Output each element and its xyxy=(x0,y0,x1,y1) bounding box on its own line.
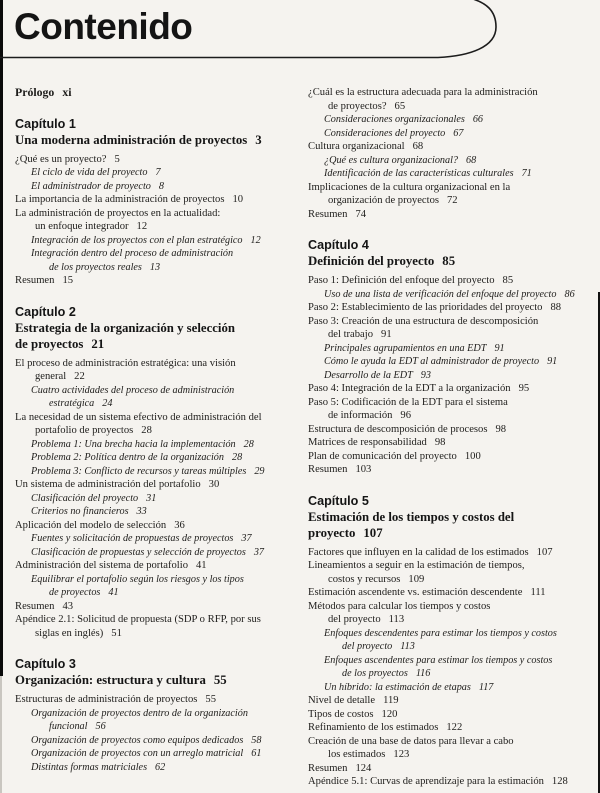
toc-entry-line: Refinamiento de los estimados 122 xyxy=(308,722,463,733)
toc-entry-line: estratégica 24 xyxy=(49,398,113,409)
page-number: 117 xyxy=(478,681,494,693)
toc-entry xyxy=(308,382,600,396)
toc-entry-line: Clasificación del proyecto 31 xyxy=(31,492,157,504)
toc-entry-line: Consideraciones del proyecto 67 xyxy=(324,127,464,139)
toc-entry-line: Nivel de detalle 119 xyxy=(308,695,399,706)
toc-entry-line: Implicaciones de la cultura organizacional en la xyxy=(308,181,511,193)
toc-entry xyxy=(308,167,600,181)
toc-entry-line: Un híbrido: la estimación de etapas 117 xyxy=(324,681,494,693)
scan-edge-left xyxy=(0,0,3,676)
toc-entry xyxy=(15,505,298,519)
page-number: 24 xyxy=(102,398,113,409)
chapter-title: Una moderna administración de proyectos 3 xyxy=(15,132,262,147)
toc-entry-line: Resumen 74 xyxy=(308,208,367,220)
toc-entry xyxy=(15,478,298,492)
toc-entry-line: Enfoques ascendentes para estimar los tiempos y costos xyxy=(324,654,553,666)
toc-entry xyxy=(15,384,298,411)
toc-entry xyxy=(15,747,298,761)
chapter-heading xyxy=(15,116,298,148)
page-number: 91 xyxy=(547,356,558,367)
page-number: 58 xyxy=(251,734,262,746)
page-number: 56 xyxy=(95,721,106,732)
toc-entry xyxy=(15,180,298,194)
page-number: 28 xyxy=(231,452,243,463)
toc-entry xyxy=(308,586,600,600)
toc-entry-line: Matrices de responsabilidad 98 xyxy=(308,437,446,448)
page-number: 37 xyxy=(241,533,252,544)
page-number: 30 xyxy=(208,479,220,490)
toc-entry-line: Problema 1: Una brecha hacia la implementación 28 xyxy=(31,438,254,450)
chapter-heading xyxy=(15,304,298,352)
page-number: 113 xyxy=(388,614,405,625)
toc-entry-line: Aplicación del modelo de selección 36 xyxy=(15,519,185,531)
page-number: 41 xyxy=(196,560,207,571)
prologue-entry xyxy=(15,86,298,100)
toc-entry xyxy=(308,546,600,560)
toc-entry-line: Apéndice 2.1: Solicitud de propuesta (SDP o RFP, por sus xyxy=(15,614,261,625)
toc-columns xyxy=(15,86,600,789)
page-number: 65 xyxy=(394,100,406,112)
toc-entry-line: de proyectos 41 xyxy=(49,587,119,598)
toc-entry xyxy=(308,436,600,450)
toc-entry-line: Problema 3: Conflicto de recursos y tareas múltiples 29 xyxy=(31,465,265,477)
page-number: 10 xyxy=(232,194,244,205)
page-number: 96 xyxy=(400,410,412,421)
page-number: 123 xyxy=(393,749,410,760)
toc-entry xyxy=(308,315,600,342)
chapter-title: Organización: estructura y cultura 55 xyxy=(15,673,227,687)
toc-entry-line: del proyecto 113 xyxy=(328,614,405,625)
toc-column-left xyxy=(15,86,298,789)
toc-entry xyxy=(308,154,600,168)
toc-entry-line: Paso 1: Definición del enfoque del proyecto 85 xyxy=(308,275,514,286)
toc-entry-line: siglas en inglés) 51 xyxy=(35,627,122,639)
toc-entry-line: Resumen 124 xyxy=(308,762,372,774)
toc-entry xyxy=(15,274,298,288)
toc-entry-line: El ciclo de vida del proyecto 7 xyxy=(31,167,161,178)
toc-entry xyxy=(15,234,298,248)
toc-entry xyxy=(15,438,298,452)
page-number: 109 xyxy=(408,573,425,585)
toc-entry-line: Integración de los proyectos con el plan estratégico 12 xyxy=(31,234,261,246)
page-number: 95 xyxy=(518,383,530,394)
page-number: 51 xyxy=(111,627,122,639)
toc-entry-line: Factores que influyen en la calidad de los estimados 107 xyxy=(308,546,553,558)
toc-entry-line: Distintas formas matriciales 62 xyxy=(31,761,166,773)
toc-entry xyxy=(15,532,298,546)
toc-entry-line: La importancia de la administración de proyectos 10 xyxy=(15,194,244,205)
toc-entry-line: Tipos de costos 120 xyxy=(308,708,398,720)
page-number: 116 xyxy=(415,668,431,679)
toc-entry-line: Paso 5: Codificación de la EDT para el sistema xyxy=(308,396,508,408)
toc-entry-line: La administración de proyectos en la actualidad: xyxy=(15,207,221,219)
page-number: 91 xyxy=(494,342,505,354)
toc-entry-line: Organización de proyectos como equipos dedicados 58 xyxy=(31,734,262,746)
page-number: 98 xyxy=(495,423,507,435)
toc-entry-line: El administrador de proyecto 8 xyxy=(31,180,164,192)
page-number: 68 xyxy=(412,141,424,152)
toc-entry-line: Estructuras de administración de proyectos 55 xyxy=(15,694,216,705)
page-number: 13 xyxy=(149,261,161,273)
toc-entry-line: Apéndice 5.1: Curvas de aprendizaje para la estimación 128 xyxy=(308,776,568,787)
chapter-number: Capítulo 4 xyxy=(308,238,369,252)
chapter-number: Capítulo 2 xyxy=(15,304,76,319)
page-number: 100 xyxy=(464,450,481,462)
page-number: 72 xyxy=(447,195,458,206)
toc-entry xyxy=(308,127,600,141)
chapter-number: Capítulo 1 xyxy=(15,116,76,131)
toc-entry-line: Principales agrupamientos en una EDT 91 xyxy=(324,342,505,354)
page-number: 98 xyxy=(434,437,446,448)
page-number: 71 xyxy=(521,168,532,179)
toc-entry xyxy=(15,411,298,438)
page-number: 7 xyxy=(155,167,161,178)
toc-entry xyxy=(308,721,600,735)
chapter-heading xyxy=(308,493,600,541)
toc-entry-line: Creación de una base de datos para llevar a cabo xyxy=(308,735,514,747)
toc-entry-line: Lineamientos a seguir en la estimación de tiempos, xyxy=(308,560,525,571)
toc-entry-line: Un sistema de administración del portafolio 30 xyxy=(15,479,220,490)
toc-entry xyxy=(308,355,600,369)
toc-entry-line: Resumen 103 xyxy=(308,464,372,475)
page-number: 12 xyxy=(250,234,261,246)
toc-entry xyxy=(308,369,600,383)
toc-entry xyxy=(15,357,298,384)
toc-entry-line: Organización de proyectos con un arreglo matricial 61 xyxy=(31,748,262,759)
page-number: 5 xyxy=(114,153,120,165)
toc-entry xyxy=(15,207,298,234)
toc-entry-line: funcional 56 xyxy=(49,721,106,732)
toc-entry xyxy=(308,559,600,586)
page-number: 86 xyxy=(564,288,575,300)
toc-entry-line: Cultura organizacional 68 xyxy=(308,141,424,152)
toc-entry-line: del trabajo 91 xyxy=(328,329,392,340)
page-title: Contenido xyxy=(14,6,193,47)
chapter-heading xyxy=(15,656,298,688)
toc-entry-line: un enfoque integrador 12 xyxy=(35,221,148,232)
page-number: 113 xyxy=(400,641,415,652)
toc-entry xyxy=(308,274,600,288)
toc-entry-line: portafolio de proyectos 28 xyxy=(35,425,152,436)
toc-entry xyxy=(308,450,600,464)
toc-entry xyxy=(308,113,600,127)
toc-entry xyxy=(15,573,298,600)
toc-entry-line: Clasificación de propuestas y selección de proyectos 37 xyxy=(31,546,265,558)
toc-entry xyxy=(308,735,600,762)
scan-edge-left-fade xyxy=(0,676,2,793)
toc-entry xyxy=(15,693,298,707)
page-number: 85 xyxy=(442,254,456,268)
chapter-heading xyxy=(308,237,600,269)
page-number: 67 xyxy=(453,127,464,139)
toc-entry-line: La necesidad de un sistema efectivo de administración del xyxy=(15,411,262,423)
page-number: 107 xyxy=(536,546,553,558)
toc-entry-line: Plan de comunicación del proyecto 100 xyxy=(308,450,481,462)
chapter-title: de proyectos 21 xyxy=(15,336,105,351)
toc-entry xyxy=(15,613,298,640)
page-number: 28 xyxy=(141,425,152,436)
toc-entry xyxy=(308,208,600,222)
toc-entry xyxy=(15,519,298,533)
page-number: 119 xyxy=(383,695,399,706)
toc-entry xyxy=(308,301,600,315)
page-number: 68 xyxy=(466,154,477,166)
page-number: 22 xyxy=(74,371,85,382)
toc-entry xyxy=(308,342,600,356)
toc-entry-line: Métodos para calcular los tiempos y costos xyxy=(308,600,491,612)
page-number: 55 xyxy=(205,694,216,705)
toc-entry-line: Desarrollo de la EDT 93 xyxy=(324,369,431,381)
page-number: xi xyxy=(62,85,72,99)
toc-entry-line: Enfoques descendentes para estimar los tiempos y costos xyxy=(324,627,557,639)
toc-entry xyxy=(15,153,298,167)
chapter-number: Capítulo 5 xyxy=(308,493,369,508)
toc-entry xyxy=(15,451,298,465)
page-number: 36 xyxy=(174,519,185,531)
toc-entry xyxy=(15,193,298,207)
chapter-title: proyecto 107 xyxy=(308,525,383,540)
toc-entry-line: general 22 xyxy=(35,371,85,382)
page-number: 122 xyxy=(446,722,463,733)
page-number: 91 xyxy=(381,329,392,340)
chapter-title: Definición del proyecto 85 xyxy=(308,254,456,268)
toc-entry-line: Paso 3: Creación de una estructura de descomposición xyxy=(308,315,539,327)
toc-entry xyxy=(308,140,600,154)
page-number: 107 xyxy=(363,525,383,540)
page-number: 103 xyxy=(355,464,372,475)
chapter-number: Capítulo 3 xyxy=(15,657,76,671)
toc-entry-line: organización de proyectos 72 xyxy=(328,195,458,206)
page-number: 124 xyxy=(355,762,372,774)
toc-entry xyxy=(15,465,298,479)
page-number: 15 xyxy=(62,275,74,286)
toc-column-right xyxy=(308,86,600,789)
toc-entry-line: Problema 2: Política dentro de la organización 28 xyxy=(31,452,243,463)
toc-entry xyxy=(15,546,298,560)
page-number: 61 xyxy=(251,748,262,759)
toc-entry xyxy=(15,166,298,180)
page-number: 12 xyxy=(136,221,148,232)
page-number: 93 xyxy=(420,369,431,381)
toc-entry xyxy=(15,761,298,775)
page-number: 55 xyxy=(213,673,227,687)
toc-entry xyxy=(308,627,600,654)
toc-entry-line: Consideraciones organizacionales 66 xyxy=(324,114,484,125)
toc-entry xyxy=(308,600,600,627)
toc-entry-line: Estructura de descomposición de procesos 98 xyxy=(308,423,507,435)
toc-entry xyxy=(308,681,600,695)
page-number: 41 xyxy=(108,587,119,598)
page-number: 28 xyxy=(243,438,254,450)
toc-entry xyxy=(308,694,600,708)
page-number: 8 xyxy=(158,180,164,192)
toc-entry-line: del proyecto 113 xyxy=(342,641,415,652)
page-number: 21 xyxy=(91,336,105,351)
page-number: 37 xyxy=(253,546,265,558)
toc-entry-line: Prólogo xi xyxy=(15,85,72,99)
toc-entry-line: Criterios no financieros 33 xyxy=(31,506,147,517)
page-number: 88 xyxy=(550,302,562,313)
page-number: 120 xyxy=(381,708,398,720)
page-number: 31 xyxy=(146,492,157,504)
toc-entry-line: Organización de proyectos dentro de la organización xyxy=(31,707,248,719)
toc-entry xyxy=(308,762,600,776)
page-number: 111 xyxy=(530,587,546,598)
toc-entry-line: ¿Qué es cultura organizacional? 68 xyxy=(324,154,477,166)
toc-entry xyxy=(308,181,600,208)
toc-entry-line: Estimación ascendente vs. estimación descendente 111 xyxy=(308,587,546,598)
page-number: 29 xyxy=(254,465,265,477)
page-number: 62 xyxy=(155,761,166,773)
toc-entry-line: Uso de una lista de verificación del enfoque del proyecto 86 xyxy=(324,288,575,300)
toc-entry xyxy=(15,492,298,506)
toc-entry xyxy=(308,288,600,302)
chapter-title: Estrategia de la organización y selección xyxy=(15,320,235,335)
toc-entry-line: Cómo le ayuda la EDT al administrador de proyecto 91 xyxy=(324,356,558,367)
page-number: 43 xyxy=(62,600,74,612)
toc-entry-line: costos y recursos 109 xyxy=(328,573,425,585)
toc-entry xyxy=(308,423,600,437)
toc-entry-line: Cuatro actividades del proceso de administración xyxy=(31,384,235,396)
toc-entry xyxy=(308,654,600,681)
page-number: 66 xyxy=(472,114,484,125)
toc-entry xyxy=(15,559,298,573)
toc-entry-line: ¿Cuál es la estructura adecuada para la administración xyxy=(308,87,538,98)
toc-entry-line: Paso 4: Integración de la EDT a la organización 95 xyxy=(308,383,530,394)
toc-entry xyxy=(15,734,298,748)
toc-entry-line: El proceso de administración estratégica: una visión xyxy=(15,357,236,369)
toc-entry-line: de los proyectos 116 xyxy=(342,668,431,679)
toc-entry-line: Administración del sistema de portafolio 41 xyxy=(15,560,207,571)
toc-entry-line: Identificación de las características culturales 71 xyxy=(324,168,532,179)
toc-entry xyxy=(308,396,600,423)
toc-entry-line: Resumen 15 xyxy=(15,275,74,286)
toc-entry-line: los estimados 123 xyxy=(328,749,410,760)
toc-entry-line: Paso 2: Establecimiento de las prioridades del proyecto 88 xyxy=(308,302,562,313)
toc-entry xyxy=(308,463,600,477)
page-number: 85 xyxy=(502,275,514,286)
toc-entry xyxy=(308,708,600,722)
toc-entry xyxy=(15,247,298,274)
toc-entry-line: Integración dentro del proceso de administración xyxy=(31,248,234,259)
toc-entry xyxy=(308,775,600,789)
chapter-title: Estimación de los tiempos y costos del xyxy=(308,509,515,524)
toc-entry-line: de información 96 xyxy=(328,410,412,421)
toc-entry-line: de los proyectos reales 13 xyxy=(49,261,161,273)
page-number: 3 xyxy=(255,132,262,147)
title-rule-curve xyxy=(0,0,600,62)
toc-entry xyxy=(308,86,600,113)
page-number: 33 xyxy=(136,506,147,517)
toc-entry xyxy=(15,600,298,614)
page-number: 128 xyxy=(551,776,568,787)
toc-entry-line: ¿Qué es un proyecto? 5 xyxy=(15,153,120,165)
toc-entry xyxy=(15,707,298,734)
page-number: 74 xyxy=(355,208,367,220)
toc-entry-line: de proyectos? 65 xyxy=(328,100,406,112)
toc-entry-line: Equilibrar el portafolio según los riesgos y los tipos xyxy=(31,573,244,585)
toc-entry-line: Fuentes y solicitación de propuestas de proyectos 37 xyxy=(31,533,252,544)
toc-entry-line: Resumen 43 xyxy=(15,600,74,612)
